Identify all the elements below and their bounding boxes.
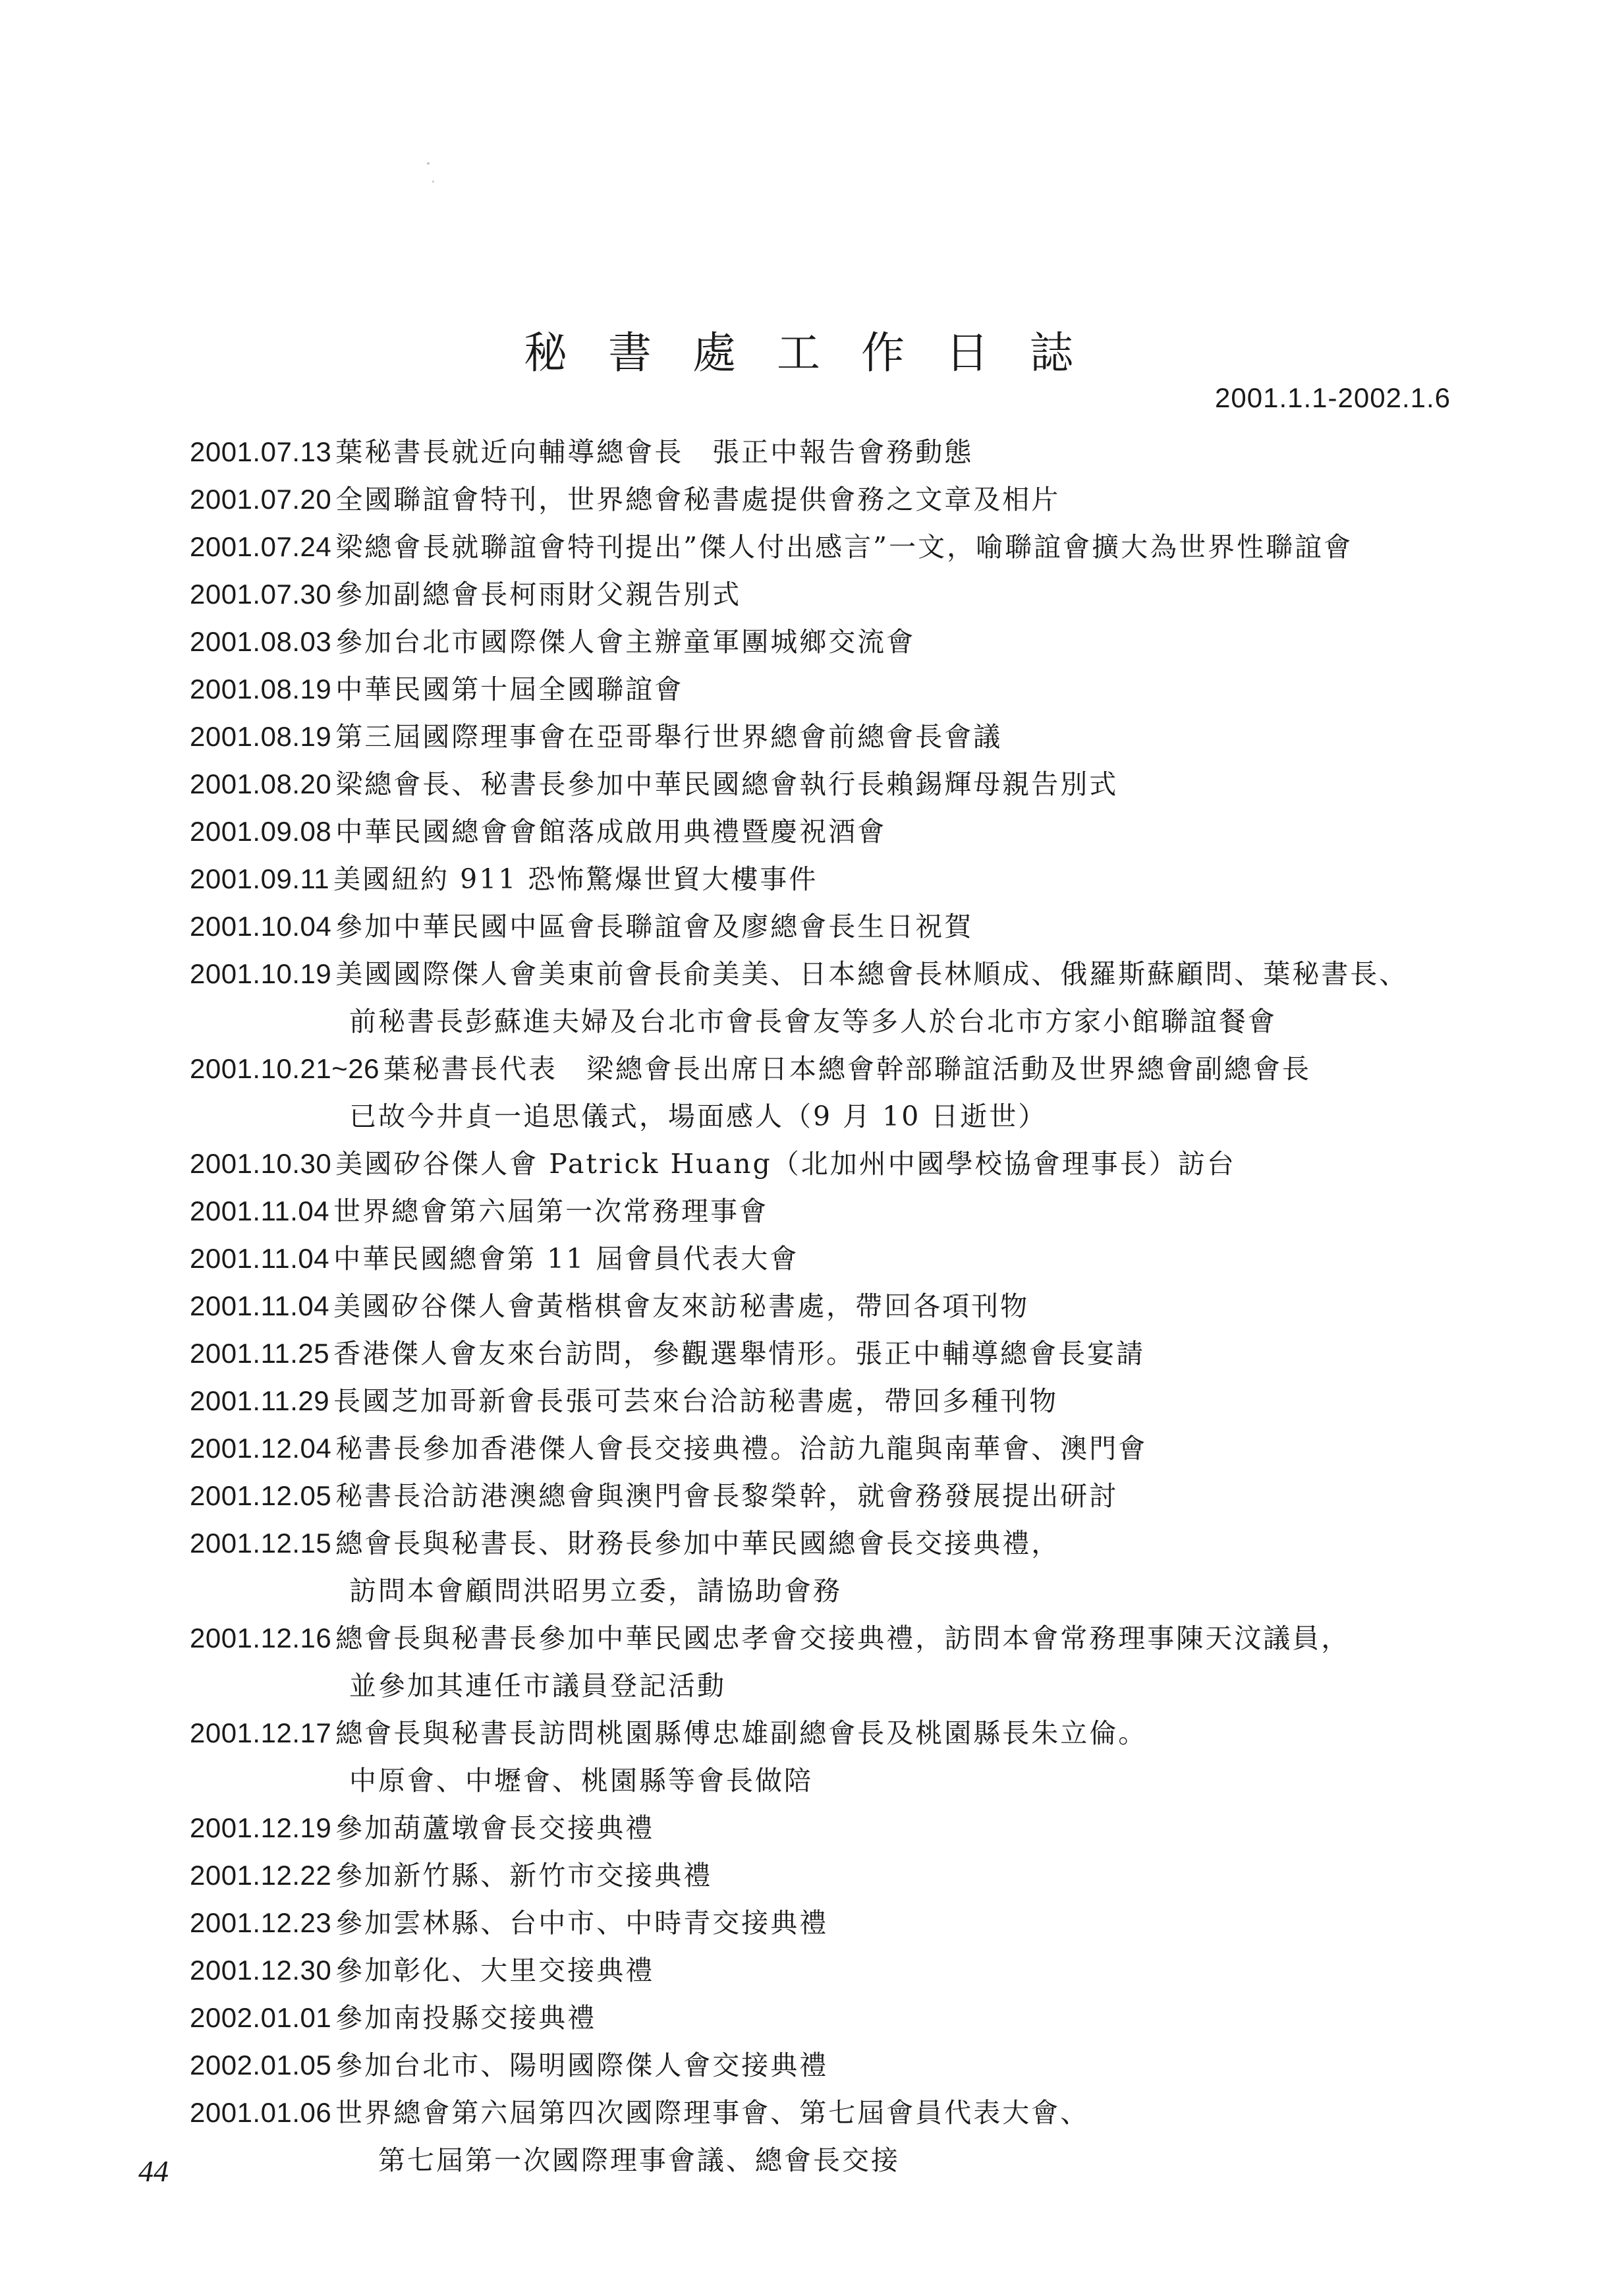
log-entry [190, 476, 1481, 523]
log-entry-date: 2001.11.29 [190, 1385, 330, 1416]
log-entry-date: 2001.11.25 [190, 1338, 330, 1369]
log-entry [190, 855, 1481, 903]
log-entry-date: 2001.11.04 [190, 1195, 330, 1226]
log-entry [190, 1994, 1481, 2042]
log-entry [190, 713, 1481, 761]
log-entry [190, 2089, 1481, 2137]
log-entry-text: 參加副總會長柯雨財父親告別式 [335, 579, 742, 610]
log-entry [190, 1425, 1481, 1472]
log-entry-date: 2001.12.19 [190, 1812, 332, 1843]
log-entry-continuation: 並參加其連任市議員登記活動 [349, 1670, 726, 1702]
log-entry-text: 美國矽谷傑人會黃楷棋會友來訪秘書處，帶回各項刊物 [333, 1290, 1030, 1322]
log-entry-date: 2001.12.23 [190, 1907, 332, 1938]
page-title: 秘書處工作日誌 [524, 328, 1114, 378]
log-entry-date: 2001.11.04 [190, 1290, 330, 1321]
log-entry-text: 總會長與秘書長參加中華民國忠孝會交接典禮，訪問本會常務理事陳天汶議員， [335, 1622, 1351, 1654]
log-entry-text: 總會長與秘書長訪問桃園縣傅忠雄副總會長及桃園縣長朱立倫。 [335, 1717, 1148, 1749]
log-entry-date: 2001.07.20 [190, 484, 332, 515]
log-entry-text: 葉秘書長代表 梁總會長出席日本總會幹部聯誼活動及世界總會副總會長 [383, 1053, 1311, 1085]
log-entry-date: 2001.08.19 [190, 674, 332, 704]
log-entry [190, 571, 1481, 618]
log-entry-date: 2001.11.04 [190, 1243, 330, 1274]
log-entry-date: 2001.12.22 [190, 1860, 332, 1891]
log-entry-text: 第三屆國際理事會在亞哥舉行世界總會前總會長會議 [335, 721, 1003, 753]
log-entry-date: 2001.12.04 [190, 1433, 332, 1464]
log-entry-date: 2001.07.24 [190, 531, 332, 562]
scan-speck [432, 181, 434, 183]
log-entry [190, 1804, 1481, 1852]
log-entry-date: 2002.01.01 [190, 2002, 332, 2033]
log-entry [190, 1140, 1481, 1188]
log-entry-text: 世界總會第六屆第四次國際理事會、第七屆會員代表大會、 [335, 2097, 1090, 2129]
log-entry [190, 950, 1481, 998]
log-entry [190, 903, 1481, 950]
log-entry-text: 總會長與秘書長、財務長參加中華民國總會長交接典禮， [335, 1528, 1061, 1559]
log-entry-continuation: 前秘書長彭蘇進夫婦及台北市會長會友等多人於台北市方家小館聯誼餐會 [349, 1006, 1277, 1037]
log-entry [190, 1330, 1481, 1377]
log-entry [190, 1520, 1481, 1567]
scan-speck [427, 162, 430, 165]
page-number: 44 [138, 2154, 169, 2188]
log-entry-date: 2001.08.19 [190, 721, 332, 752]
log-entry-date: 2001.09.08 [190, 816, 332, 847]
log-entry-date: 2001.12.30 [190, 1955, 332, 1986]
log-entry-date: 2001.12.05 [190, 1480, 332, 1511]
log-entry [190, 618, 1481, 666]
log-entry-date: 2001.09.11 [190, 863, 330, 894]
log-entry-text: 參加中華民國中區會長聯誼會及廖總會長生日祝賀 [335, 911, 974, 942]
log-entry [190, 1045, 1481, 1093]
log-entry-text: 梁總會長就聯誼會特刊提出”傑人付出感言”一文，喻聯誼會擴大為世界性聯誼會 [335, 531, 1353, 563]
log-entry [190, 1947, 1481, 1994]
log-entry-text: 中華民國總會會館落成啟用典禮暨慶祝酒會 [335, 816, 887, 847]
log-entry-text: 葉秘書長就近向輔導總會長 張正中報告會務動態 [335, 436, 974, 468]
log-entry-text: 參加南投縣交接典禮 [335, 2002, 597, 2034]
log-entry-date: 2001.01.06 [190, 2097, 332, 2128]
log-entry [190, 666, 1481, 713]
log-entry-text: 香港傑人會友來台訪問，參觀選舉情形。張正中輔導總會長宴請 [333, 1338, 1146, 1369]
log-entry-text: 美國國際傑人會美東前會長俞美美、日本總會長林順成、俄羅斯蘇顧問、葉秘書長、 [335, 958, 1409, 990]
log-entry-date: 2001.10.30 [190, 1148, 332, 1179]
work-log [190, 428, 1481, 2184]
log-entry-date: 2001.08.03 [190, 626, 332, 657]
log-entry-date: 2001.10.21~26 [190, 1053, 379, 1084]
log-entry-continuation: 已故今井貞一追思儀式，場面感人（9 月 10 日逝世） [349, 1101, 1048, 1132]
log-entry [190, 523, 1481, 571]
log-entry [190, 1709, 1481, 1757]
log-entry [190, 1852, 1481, 1899]
log-entry [190, 1472, 1481, 1520]
log-entry-date: 2002.01.05 [190, 2050, 332, 2081]
log-entry-date: 2001.07.30 [190, 579, 332, 610]
log-entry [190, 1282, 1481, 1330]
log-entry-text: 中華民國總會第 11 屆會員代表大會 [333, 1243, 799, 1275]
log-entry [190, 761, 1481, 808]
log-entry [190, 2042, 1481, 2089]
log-entry-date: 2001.07.13 [190, 436, 332, 467]
log-entry-text: 全國聯誼會特刊，世界總會秘書處提供會務之文章及相片 [335, 484, 1061, 515]
log-entry [190, 428, 1481, 476]
log-entry-text: 參加葫蘆墩會長交接典禮 [335, 1812, 655, 1844]
log-entry-date: 2001.12.17 [190, 1717, 332, 1748]
log-entry [190, 1235, 1481, 1282]
log-entry [190, 1188, 1481, 1235]
log-entry-text: 美國紐約 911 恐怖驚爆世貿大樓事件 [333, 863, 818, 895]
log-entry [190, 1899, 1481, 1947]
log-entry-text: 參加台北市國際傑人會主辦童軍團城鄉交流會 [335, 626, 916, 658]
log-entry-date: 2001.10.19 [190, 958, 332, 989]
log-entry-date: 2001.08.20 [190, 768, 332, 799]
log-entry-text: 參加彰化、大里交接典禮 [335, 1955, 655, 1986]
log-entry-text: 梁總會長、秘書長參加中華民國總會執行長賴錫輝母親告別式 [335, 768, 1119, 800]
log-entry-date: 2001.12.16 [190, 1622, 332, 1653]
log-entry-text: 中華民國第十屆全國聯誼會 [335, 674, 684, 705]
log-entry-text: 秘書長參加香港傑人會長交接典禮。洽訪九龍與南華會、澳門會 [335, 1433, 1148, 1464]
log-entry-continuation: 中原會、中壢會、桃園縣等會長做陪 [349, 1765, 813, 1796]
log-entry-text: 長國芝加哥新會長張可芸來台洽訪秘書處，帶回多種刊物 [333, 1385, 1059, 1417]
log-entry [190, 1615, 1481, 1662]
log-entry-text: 參加雲林縣、台中市、中時青交接典禮 [335, 1907, 829, 1939]
log-entry-text: 參加新竹縣、新竹市交接典禮 [335, 1860, 713, 1891]
log-entry-date: 2001.12.15 [190, 1528, 332, 1559]
log-entry-text: 美國矽谷傑人會 Patrick Huang（北加州中國學校協會理事長）訪台 [335, 1148, 1236, 1180]
log-entry-text: 參加台北市、陽明國際傑人會交接典禮 [335, 2050, 829, 2081]
log-entry-continuation: 第七屆第一次國際理事會議、總會長交接 [378, 2144, 900, 2176]
log-entry-text: 世界總會第六屆第一次常務理事會 [333, 1195, 769, 1227]
log-entry-text: 秘書長洽訪港澳總會與澳門會長黎榮幹，就會務發展提出研討 [335, 1480, 1119, 1512]
log-entry-continuation: 訪問本會顧問洪昭男立委，請協助會務 [349, 1575, 842, 1607]
log-entry-date: 2001.10.04 [190, 911, 332, 942]
date-range: 2001.1.1-2002.1.6 [1215, 382, 1451, 413]
log-entry [190, 808, 1481, 855]
log-entry [190, 1377, 1481, 1425]
